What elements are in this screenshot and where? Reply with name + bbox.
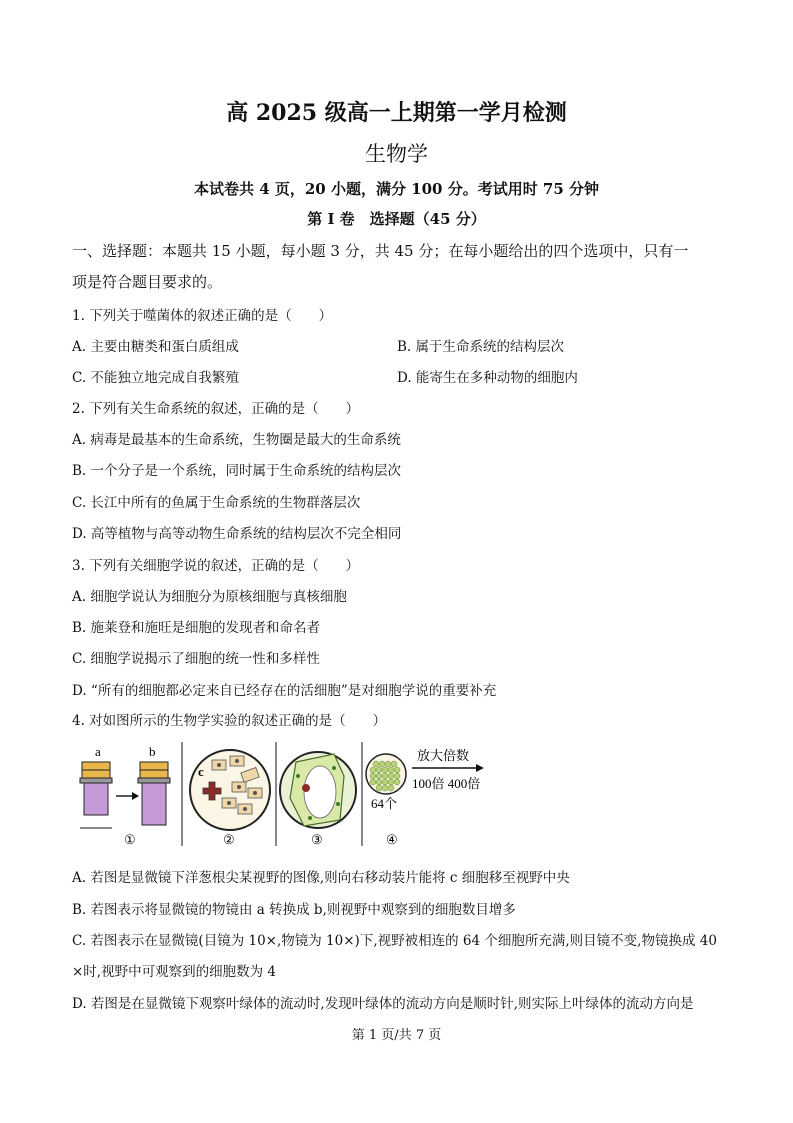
label-c: c — [198, 764, 204, 779]
q1-option-d: D. 能寄生在多种动物的细胞内 — [397, 370, 578, 386]
objective-lens-panel — [80, 744, 170, 847]
q3-stem: 3. 下列有关细胞学说的叙述，正确的是（ ） — [72, 558, 360, 574]
q4-option-a: A. 若图是显微镜下洋葱根尖某视野的图像,则向右移动装片能将 c 细胞移至视野中央 — [72, 870, 570, 886]
magnification-values: 100倍 400倍 — [412, 776, 481, 791]
q2-option-b: B. 一个分子是一个系统，同时属于生命系统的结构层次 — [72, 463, 402, 479]
q4-option-b: B. 若图表示将显微镜的物镜由 a 转换成 b,则视野中观察到的细胞数目增多 — [72, 902, 516, 918]
magnification-arrow-label: 放大倍数 — [417, 748, 470, 763]
label-b: b — [149, 744, 156, 759]
page-footer: 第 1 页/共 7 页 — [351, 1028, 442, 1043]
q3-option-a: A. 细胞学说认为细胞分为原核细胞与真核细胞 — [72, 589, 347, 605]
q2-stem: 2. 下列有关生命系统的叙述，正确的是（ ） — [72, 401, 360, 417]
panel-number-2: ② — [223, 832, 235, 847]
q3-option-b: B. 施莱登和施旺是细胞的发现者和命名者 — [72, 620, 321, 636]
q1-option-c: C. 不能独立地完成自我繁殖 — [72, 370, 239, 386]
section-intro-line1: 一、选择题：本题共 15 小题，每小题 3 分，共 45 分；在每小题给出的四个选项中，只有一 — [72, 242, 689, 260]
objective-lens-a — [80, 762, 112, 815]
plant-cell-panel — [280, 752, 356, 847]
q4-option-d: D. 若图是在显微镜下观察叶绿体的流动时,发现叶绿体的流动方向是顺时针,则实际上叶绿体的流动方向是 — [72, 996, 694, 1012]
objective-lens-b — [138, 762, 170, 825]
panel-number-1: ① — [124, 832, 136, 847]
part-title: 第 I 卷 选择题（45 分） — [307, 210, 486, 228]
q1-option-b: B. 属于生命系统的结构层次 — [397, 339, 565, 355]
q3-option-d: D. “所有的细胞都必定来自已经存在的活细胞”是对细胞学说的重要补充 — [72, 683, 497, 699]
exam-title: 高 2025 级高一上期第一学月检测 — [226, 100, 567, 126]
cell-count-label: 64个 — [371, 796, 398, 811]
q1-option-a: A. 主要由糖类和蛋白质组成 — [72, 339, 239, 355]
root-tip-field-panel — [190, 750, 270, 847]
subject-title: 生物学 — [365, 142, 428, 166]
panel-number-4: ④ — [386, 832, 398, 847]
q4-option-c-line1: C. 若图表示在显微镜(目镜为 10×,物镜为 10×)下,视野被相连的 64 个细胞所充满,则目镜不变,物镜换成 40 — [72, 933, 717, 949]
q2-option-a: A. 病毒是最基本的生命系统，生物圈是最大的生命系统 — [72, 432, 401, 448]
label-a: a — [95, 744, 101, 759]
q2-option-c: C. 长江中所有的鱼属于生命系统的生物群落层次 — [72, 495, 361, 511]
q3-option-c: C. 细胞学说揭示了细胞的统一性和多样性 — [72, 651, 320, 667]
exam-info: 本试卷共 4 页，20 小题，满分 100 分。考试用时 75 分钟 — [193, 180, 600, 198]
q1-stem: 1. 下列关于噬菌体的叙述正确的是（ ） — [72, 308, 333, 324]
section-intro-line2: 项是符合题目要求的。 — [72, 273, 223, 291]
q4-option-c-line2: ×时,视野中可观察到的细胞数为 4 — [72, 964, 276, 980]
panel-number-3: ③ — [311, 832, 323, 847]
microscope-figure — [72, 740, 492, 850]
q2-option-d: D. 高等植物与高等动物生命系统的结构层次不完全相同 — [72, 526, 402, 542]
q4-stem: 4. 对如图所示的生物学实验的叙述正确的是（ ） — [72, 713, 387, 729]
magnification-panel — [366, 748, 484, 847]
